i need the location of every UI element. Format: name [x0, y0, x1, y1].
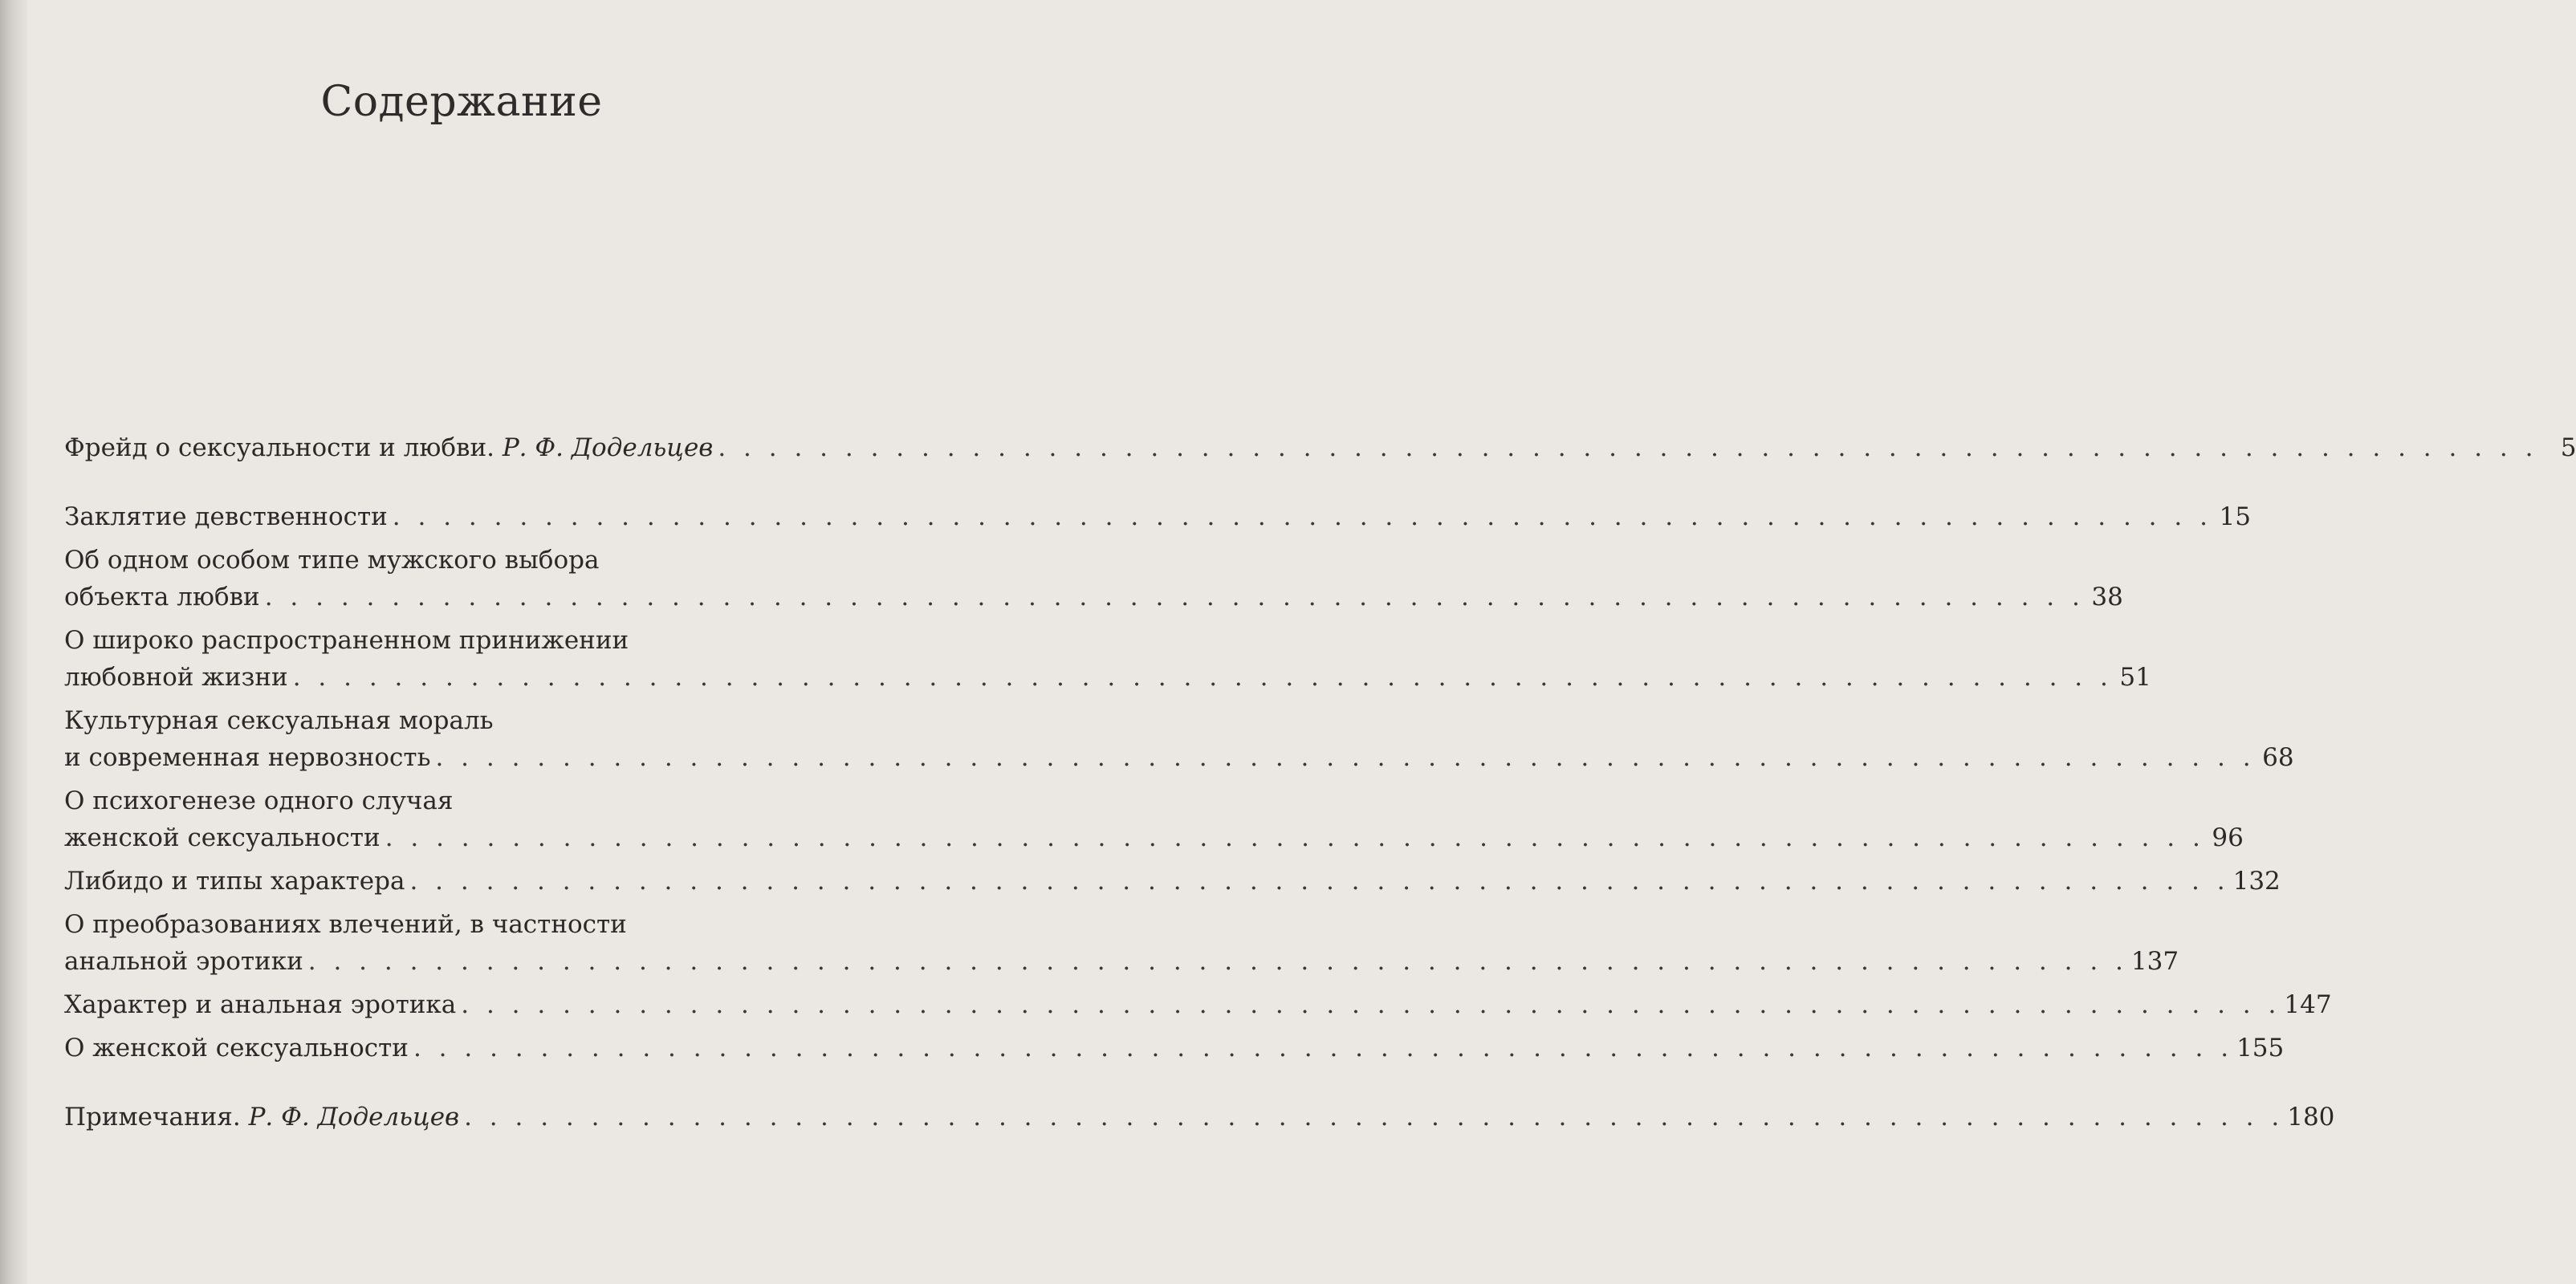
toc-page-number: 15	[2219, 502, 2251, 531]
toc-leader-dots: . . . . . . . . . . . . . . . . . . . . . . . . . . . . . . . . . . . . . . . . . . . . . . . . . . . . . . . . . . . . . . . . . . . . . . . .	[464, 1103, 2285, 1132]
toc-page-number: 137	[2130, 947, 2179, 976]
toc-leader-dots: . . . . . . . . . . . . . . . . . . . . . . . . . . . . . . . . . . . . . . . . . . . . . . . . . . . . . . . . . . . . . . . . . . . . . . . .	[461, 990, 2281, 1019]
toc-page-number: 51	[2119, 663, 2151, 692]
page-title: Содержание	[320, 77, 603, 126]
toc-page-number: 96	[2212, 823, 2244, 852]
toc-entry-title-line1: О психогенезе одного случая	[64, 786, 454, 815]
toc-entry	[64, 1030, 2285, 1067]
toc-entry-title: Заклятие девственности	[64, 502, 388, 531]
toc-leader-dots: . . . . . . . . . . . . . . . . . . . . . . . . . . . . . . . . . . . . . . . . . . . . . . . . . . . . . . . . . . . . . . . . . . . . . . . .	[409, 867, 2230, 896]
toc-entry	[64, 863, 2281, 900]
toc-entry-title: и современная нервозность	[64, 743, 431, 772]
toc-leader-dots: . . . . . . . . . . . . . . . . . . . . . . . . . . . . . . . . . . . . . . . . . . . . . . . . . . . . . . . . . . . . . . . . . . . . . . . .	[392, 502, 2212, 531]
toc-leader-dots: . . . . . . . . . . . . . . . . . . . . . . . . . . . . . . . . . . . . . . . . . . . . . . . . . . . . . . . . . . . . . . . . . . . . . . . .	[292, 663, 2113, 692]
toc-entry-title: Примечания. Р. Ф. Додельцев	[64, 1103, 460, 1132]
toc-page-number: 180	[2287, 1103, 2335, 1132]
toc-entry-title: женской сексуальности	[64, 823, 380, 852]
toc-entry-title-line1: О широко распространенном принижении	[64, 626, 629, 655]
toc-entry-title: О женской сексуальности	[64, 1034, 409, 1063]
toc-entry-title: объекта любви	[64, 583, 260, 612]
toc-page-number: 68	[2262, 743, 2294, 772]
toc-page-number: 147	[2284, 990, 2332, 1019]
toc-entry	[64, 702, 2294, 776]
toc-entry-title-line1: Культурная сексуальная мораль	[64, 706, 494, 735]
toc-entry	[64, 986, 2332, 1023]
toc-entry-author: Р. Ф. Додельцев	[248, 1103, 460, 1132]
toc-entry	[64, 542, 2123, 616]
toc-entry-title: любовной жизни	[64, 663, 288, 692]
toc-page-number: 38	[2091, 583, 2123, 612]
toc-entry	[64, 498, 2251, 535]
toc-leader-dots: . . . . . . . . . . . . . . . . . . . . . . . . . . . . . . . . . . . . . . . . . . . . . . . . . . . . . . . . . . . . . . . . . . . . . . . .	[385, 823, 2205, 852]
toc-leader-dots: . . . . . . . . . . . . . . . . . . . . . . . . . . . . . . . . . . . . . . . . . . . . . . . . . . . . . . . . . . . . . . . . . . . . . . . .	[718, 433, 2538, 462]
toc-entry-notes	[64, 1099, 2335, 1136]
toc-entry-title: Характер и анальная эротика	[64, 990, 457, 1019]
toc-spacer	[64, 466, 863, 498]
toc-entry	[64, 782, 2244, 856]
toc-leader-dots: . . . . . . . . . . . . . . . . . . . . . . . . . . . . . . . . . . . . . . . . . . . . . . . . . . . . . . . . . . . . . . . . . . . . . . . .	[413, 1034, 2234, 1063]
toc-entry-title-line1: О преобразованиях влечений, в частности	[64, 910, 627, 939]
toc-entry	[64, 622, 2151, 696]
toc-entry-author: Р. Ф. Додельцев	[502, 433, 714, 462]
toc-entry-title: Либидо и типы характера	[64, 867, 405, 896]
toc-entry-title: анальной эротики	[64, 947, 303, 976]
toc-page-number: 5	[2560, 433, 2576, 462]
toc-entry-title-line1: Об одном особом типе мужского выбора	[64, 546, 600, 575]
toc-entry-title: Фрейд о сексуальности и любви. Р. Ф. Додельцев	[64, 433, 714, 462]
toc-page-number: 155	[2236, 1034, 2285, 1063]
toc-leader-dots: . . . . . . . . . . . . . . . . . . . . . . . . . . . . . . . . . . . . . . . . . . . . . . . . . . . . . . . . . . . . . . . . . . . . . . . .	[264, 583, 2085, 612]
toc-leader-dots: . . . . . . . . . . . . . . . . . . . . . . . . . . . . . . . . . . . . . . . . . . . . . . . . . . . . . . . . . . . . . . . . . . . . . . . .	[307, 947, 2128, 976]
table-of-contents	[64, 429, 2576, 1136]
toc-leader-dots: . . . . . . . . . . . . . . . . . . . . . . . . . . . . . . . . . . . . . . . . . . . . . . . . . . . . . . . . . . . . . . . . . . . . . . . .	[435, 743, 2256, 772]
toc-page-number: 132	[2232, 867, 2281, 896]
toc-entry	[64, 906, 2179, 980]
toc-spacer	[64, 1067, 863, 1099]
toc-entry-intro	[64, 429, 2576, 466]
